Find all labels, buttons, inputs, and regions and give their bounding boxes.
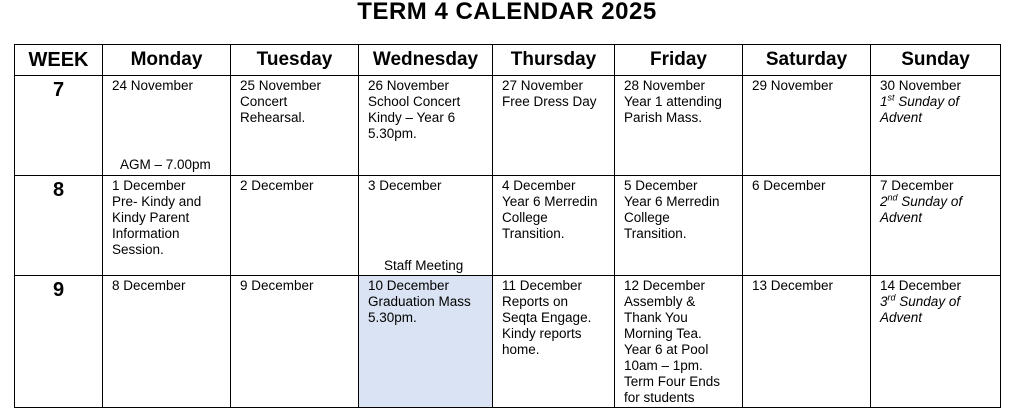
event-line: School Concert <box>368 94 461 109</box>
day-date: 6 December <box>752 178 826 193</box>
event-line: Kindy reports <box>502 326 582 341</box>
day-date: 2 December <box>240 178 314 193</box>
day-cell-saturday <box>743 76 871 176</box>
day-cell-tuesday <box>231 276 359 408</box>
header-thursday: Thursday <box>493 45 615 76</box>
event-line: Year 1 attending <box>624 94 722 109</box>
day-date: 29 November <box>752 78 834 93</box>
day-date: 8 December <box>112 278 186 293</box>
day-cell-monday <box>103 76 231 176</box>
event-line: Graduation Mass <box>368 294 471 309</box>
header-week: WEEK <box>15 45 103 76</box>
sunday-of-advent: 1st Sunday of <box>880 92 960 109</box>
header-wednesday: Wednesday <box>359 45 493 76</box>
day-date: 9 December <box>240 278 314 293</box>
event-line: Pre- Kindy and <box>112 194 202 209</box>
advent-label: Advent <box>880 110 923 125</box>
day-cell-monday <box>103 176 231 276</box>
staff-meeting-note: Staff Meeting <box>384 258 464 273</box>
day-date: 30 November <box>880 78 962 93</box>
event-line: 5.30pm. <box>368 310 417 325</box>
event-line: Transition. <box>624 226 687 241</box>
day-cell-sunday <box>871 176 1001 276</box>
event-line: Free Dress Day <box>502 94 597 109</box>
day-date: 28 November <box>624 78 706 93</box>
event-line: Thank You <box>624 310 688 325</box>
day-date: 26 November <box>368 78 450 93</box>
event-line: Transition. <box>502 226 565 241</box>
day-cell-thursday <box>493 76 615 176</box>
day-cell-wednesday <box>359 76 493 176</box>
day-cell-tuesday <box>231 176 359 276</box>
day-cell-saturday <box>743 176 871 276</box>
day-date: 13 December <box>752 278 834 293</box>
day-date: 1 December <box>112 178 186 193</box>
event-line: Parish Mass. <box>624 110 703 125</box>
advent-label: Advent <box>880 210 923 225</box>
week-row <box>15 176 1001 276</box>
event-line: Reports on <box>502 294 569 309</box>
event-line: home. <box>502 342 540 357</box>
day-date: 14 December <box>880 278 962 293</box>
day-cell-thursday <box>493 276 615 408</box>
event-line: Morning Tea. <box>624 326 702 341</box>
day-date: 12 December <box>624 278 706 293</box>
event-line: Information <box>112 226 180 241</box>
week-number: 8 <box>15 176 103 276</box>
week-number: 9 <box>15 276 103 408</box>
day-date: 25 November <box>240 78 322 93</box>
header-saturday: Saturday <box>743 45 871 76</box>
header-friday: Friday <box>615 45 743 76</box>
day-cell-saturday <box>743 276 871 408</box>
event-line: College <box>624 210 670 225</box>
event-line: Assembly & <box>624 294 696 309</box>
day-date: 3 December <box>368 178 442 193</box>
day-cell-friday <box>615 176 743 276</box>
event-line: Year 6 Merredin <box>502 194 598 209</box>
week-row <box>15 276 1001 408</box>
event-line: Seqta Engage. <box>502 310 592 325</box>
event-line: Year 6 Merredin <box>624 194 720 209</box>
event-line: Session. <box>112 242 164 257</box>
calendar-table <box>14 44 1001 408</box>
header-monday: Monday <box>103 45 231 76</box>
day-cell-wednesday-highlighted <box>359 276 493 408</box>
day-cell-monday <box>103 276 231 408</box>
day-date: 7 December <box>880 178 954 193</box>
advent-label: Advent <box>880 310 923 325</box>
event-line: College <box>502 210 548 225</box>
week-number: 7 <box>15 76 103 176</box>
header-tuesday: Tuesday <box>231 45 359 76</box>
header-row <box>15 45 1001 76</box>
day-date: 27 November <box>502 78 584 93</box>
event-line: Concert <box>240 94 288 109</box>
day-date: 10 December <box>368 278 450 293</box>
event-line: Year 6 at Pool <box>624 342 709 357</box>
day-date: 11 December <box>502 278 583 293</box>
header-sunday: Sunday <box>871 45 1001 76</box>
event-line: 5.30pm. <box>368 126 417 141</box>
event-line: Rehearsal. <box>240 110 306 125</box>
event-line: 10am – 1pm. <box>624 358 703 373</box>
week-row <box>15 76 1001 176</box>
day-cell-tuesday <box>231 76 359 176</box>
event-line: Term Four Ends <box>624 374 721 389</box>
day-date: 4 December <box>502 178 576 193</box>
day-cell-friday <box>615 76 743 176</box>
event-line: Kindy Parent <box>112 210 190 225</box>
event-line: Kindy – Year 6 <box>368 110 456 125</box>
day-cell-friday <box>615 276 743 408</box>
day-cell-sunday <box>871 76 1001 176</box>
sunday-of-advent: 2nd Sunday of <box>880 192 963 209</box>
sunday-of-advent: 3rd Sunday of <box>880 292 961 309</box>
day-cell-wednesday <box>359 176 493 276</box>
day-date: 5 December <box>624 178 698 193</box>
day-date: 24 November <box>112 78 194 93</box>
day-cell-thursday <box>493 176 615 276</box>
event-line: for students <box>624 390 695 405</box>
page-title: TERM 4 CALENDAR 2025 <box>357 0 657 25</box>
agm-note: AGM – 7.00pm <box>120 157 211 172</box>
day-cell-sunday <box>871 276 1001 408</box>
